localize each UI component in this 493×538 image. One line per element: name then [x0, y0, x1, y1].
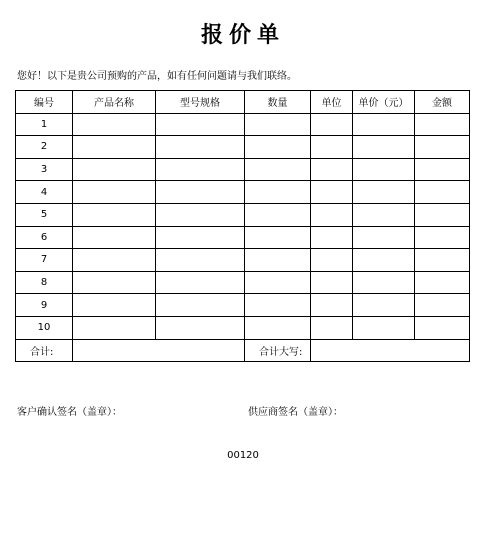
cell-number: 4 [16, 181, 73, 204]
cell-unit-price [353, 113, 415, 136]
total-capital-label: 合计大写: [245, 339, 311, 362]
total-value [73, 339, 245, 362]
cell-unit-price [353, 158, 415, 181]
table-row [16, 136, 470, 159]
cell-model-spec [156, 249, 245, 272]
cell-unit-price [353, 136, 415, 159]
table-row [16, 271, 470, 294]
cell-amount [415, 226, 470, 249]
document-title: 报价单 [200, 23, 285, 48]
cell-unit-price [353, 294, 415, 317]
cell-product-name [73, 136, 156, 159]
cell-unit [311, 316, 353, 339]
cell-number: 10 [16, 316, 73, 339]
table-row [16, 316, 470, 339]
cell-product-name [73, 203, 156, 226]
cell-product-name [73, 181, 156, 204]
header-unit-price: 单价（元） [353, 91, 415, 114]
cell-product-name [73, 226, 156, 249]
cell-number: 2 [16, 136, 73, 159]
cell-model-spec [156, 294, 245, 317]
table-row [16, 181, 470, 204]
cell-quantity [245, 271, 311, 294]
cell-number: 3 [16, 158, 73, 181]
cell-amount [415, 249, 470, 272]
table-row [16, 294, 470, 317]
cell-amount [415, 294, 470, 317]
cell-number: 7 [16, 249, 73, 272]
cell-unit [311, 249, 353, 272]
cell-number: 9 [16, 294, 73, 317]
cell-unit-price [353, 271, 415, 294]
serial-number: 00120 [227, 450, 259, 461]
cell-unit-price [353, 203, 415, 226]
cell-unit-price [353, 226, 415, 249]
cell-unit [311, 113, 353, 136]
header-unit: 单位 [311, 91, 353, 114]
cell-unit [311, 181, 353, 204]
cell-product-name [73, 294, 156, 317]
cell-product-name [73, 271, 156, 294]
cell-model-spec [156, 203, 245, 226]
cell-amount [415, 158, 470, 181]
cell-model-spec [156, 181, 245, 204]
quote-table [15, 90, 470, 362]
cell-quantity [245, 136, 311, 159]
cell-unit [311, 226, 353, 249]
cell-unit-price [353, 181, 415, 204]
header-amount: 金额 [415, 91, 470, 114]
table-row [16, 158, 470, 181]
cell-unit [311, 271, 353, 294]
customer-signature-label: 客户确认签名（盖章）： [17, 407, 122, 418]
cell-model-spec [156, 113, 245, 136]
cell-unit-price [353, 316, 415, 339]
cell-unit [311, 158, 353, 181]
intro-text: 您好！以下是贵公司预购的产品，如有任何问题请与我们联络。 [17, 71, 297, 82]
cell-amount [415, 136, 470, 159]
cell-quantity [245, 113, 311, 136]
cell-model-spec [156, 271, 245, 294]
total-label: 合计: [16, 339, 73, 362]
total-row [16, 339, 470, 362]
cell-quantity [245, 203, 311, 226]
table-row [16, 203, 470, 226]
cell-product-name [73, 158, 156, 181]
cell-unit [311, 136, 353, 159]
table-header-row [16, 91, 470, 114]
cell-amount [415, 113, 470, 136]
cell-product-name [73, 249, 156, 272]
cell-quantity [245, 181, 311, 204]
cell-number: 8 [16, 271, 73, 294]
cell-quantity [245, 158, 311, 181]
cell-unit [311, 203, 353, 226]
cell-model-spec [156, 136, 245, 159]
total-capital-value [311, 339, 470, 362]
cell-product-name [73, 113, 156, 136]
table-row [16, 226, 470, 249]
cell-amount [415, 316, 470, 339]
header-quantity: 数量 [245, 91, 311, 114]
cell-number: 6 [16, 226, 73, 249]
cell-model-spec [156, 316, 245, 339]
cell-amount [415, 203, 470, 226]
cell-amount [415, 271, 470, 294]
header-number: 编号 [16, 91, 73, 114]
cell-unit-price [353, 249, 415, 272]
cell-quantity [245, 249, 311, 272]
cell-unit [311, 294, 353, 317]
cell-product-name [73, 316, 156, 339]
cell-quantity [245, 316, 311, 339]
header-model-spec: 型号规格 [156, 91, 245, 114]
cell-number: 1 [16, 113, 73, 136]
cell-model-spec [156, 226, 245, 249]
table-row [16, 113, 470, 136]
cell-amount [415, 181, 470, 204]
header-product-name: 产品名称 [73, 91, 156, 114]
cell-model-spec [156, 158, 245, 181]
table-row [16, 249, 470, 272]
supplier-signature-label: 供应商签名（盖章）： [248, 407, 343, 418]
cell-number: 5 [16, 203, 73, 226]
cell-quantity [245, 294, 311, 317]
cell-quantity [245, 226, 311, 249]
